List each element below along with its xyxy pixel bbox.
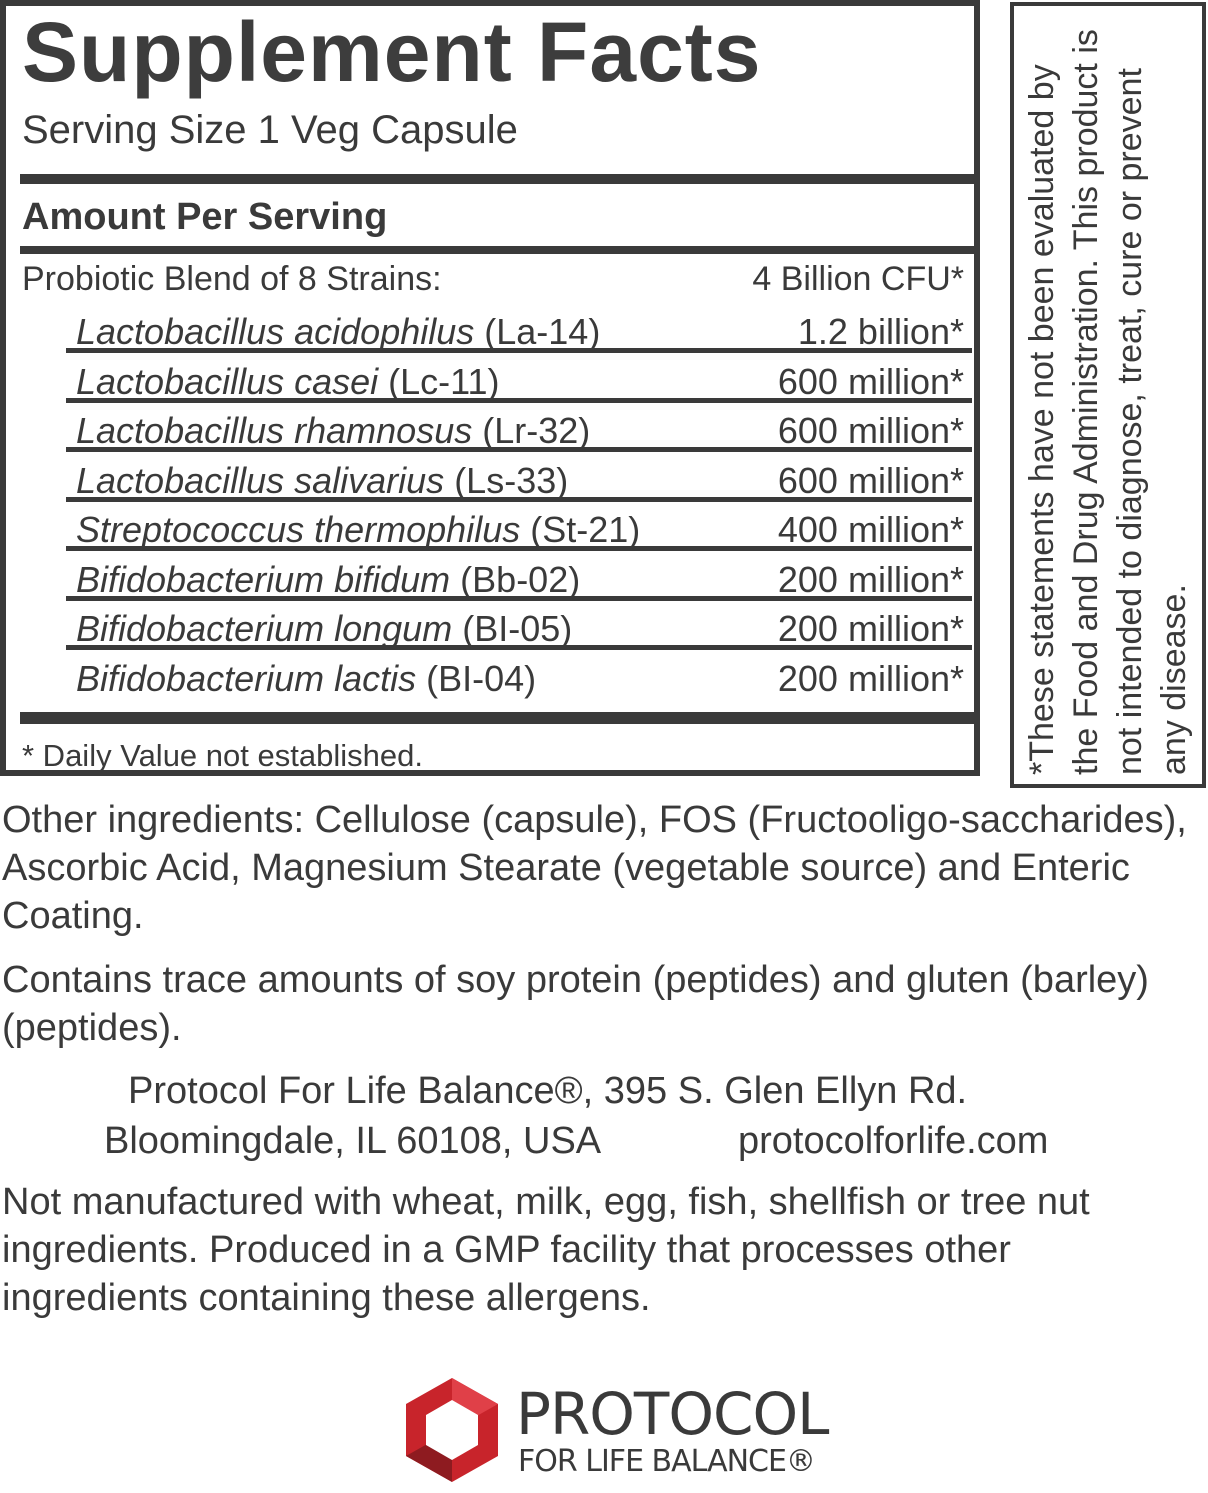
strain-amount: 600 million* — [777, 460, 964, 501]
strain-row — [66, 557, 972, 601]
strain-name: Streptococcus thermophilus — [76, 509, 521, 550]
other-ingredients: Other ingredients: Cellulose (capsule), FOS (Fructooligo-saccharides), Ascorbic Acid, Magnesium Stearate (vegetable source) and Enteric Coating. — [2, 799, 1187, 937]
strain-row — [66, 458, 972, 502]
strain-code: (Bb-02) — [450, 559, 581, 600]
logo-brand: PROTOCOL — [516, 1380, 829, 1448]
strain-code: (BI-05) — [452, 608, 573, 649]
daily-value-footnote: * Daily Value not established. — [22, 738, 423, 773]
strain-name: Lactobacillus rhamnosus — [76, 410, 473, 451]
strain-amount: 1.2 billion* — [797, 311, 964, 352]
divider-medium — [20, 246, 974, 254]
website-link[interactable]: protocolforlife.com — [738, 1120, 1049, 1162]
fda-disclaimer-text: *These statements have not been evaluated by the Food and Drug Administration. This product is not intended to diagnose, treat, cure or prevent any disease. — [1023, 29, 1193, 775]
strain-name: Lactobacillus acidophilus — [76, 311, 475, 352]
strain-row — [66, 507, 972, 551]
strain-name: Bifidobacterium longum — [76, 608, 453, 649]
strain-amount: 600 million* — [777, 410, 964, 451]
facts-title: Supplement Facts — [22, 5, 762, 99]
trace-allergen-statement: Contains trace amounts of soy protein (peptides) and gluten (barley) (peptides). — [2, 959, 1149, 1049]
strain-code: (Lc-11) — [378, 361, 500, 402]
address-line-1: Protocol For Life Balance®, 395 S. Glen Ellyn Rd. — [128, 1070, 968, 1112]
strain-code: (La-14) — [474, 311, 601, 352]
strain-row — [66, 656, 972, 700]
strain-amount: 400 million* — [777, 509, 964, 550]
blend-row — [22, 260, 964, 304]
divider-thick — [20, 174, 974, 184]
strain-name: Bifidobacterium lactis — [76, 658, 417, 699]
strain-name: Bifidobacterium bifidum — [76, 559, 451, 600]
logo-tagline: FOR LIFE BALANCE® — [518, 1444, 815, 1479]
serving-size: Serving Size 1 Veg Capsule — [22, 108, 518, 152]
strain-amount: 200 million* — [777, 658, 964, 699]
blend-amount: 4 Billion CFU* — [752, 260, 964, 298]
strain-code: (St-21) — [520, 509, 641, 550]
divider-thick — [20, 712, 974, 724]
strain-code: (Lr-32) — [472, 410, 591, 451]
supplement-facts-panel — [0, 0, 980, 776]
allergen-statement: Not manufactured with wheat, milk, egg, fish, shellfish or tree nut ingredients. Produced in a GMP facility that processes other ingredients containing these allergens. — [2, 1181, 1090, 1319]
fda-disclaimer-box — [1010, 2, 1206, 788]
strain-code: (Ls-33) — [444, 460, 569, 501]
protocol-logo — [400, 1374, 840, 1490]
strain-name: Lactobacillus salivarius — [76, 460, 445, 501]
strain-amount: 600 million* — [777, 361, 964, 402]
strain-name: Lactobacillus casei — [76, 361, 379, 402]
strain-row — [66, 606, 972, 650]
strain-row — [66, 309, 972, 353]
strain-amount: 200 million* — [777, 559, 964, 600]
strain-row — [66, 408, 972, 452]
strain-row — [66, 359, 972, 403]
blend-label: Probiotic Blend of 8 Strains: — [22, 260, 442, 298]
strain-amount: 200 million* — [777, 608, 964, 649]
amount-per-serving-header: Amount Per Serving — [22, 196, 388, 238]
hexagon-logo-icon — [400, 1374, 504, 1486]
strain-code: (BI-04) — [416, 658, 537, 699]
address-line-2: Bloomingdale, IL 60108, USA — [104, 1120, 602, 1162]
